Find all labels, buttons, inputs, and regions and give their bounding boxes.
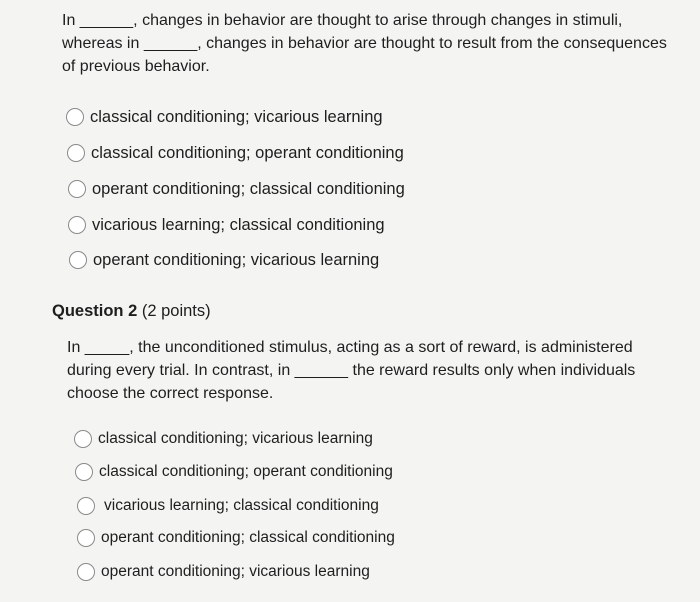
q1-option-5[interactable] bbox=[69, 248, 379, 272]
q2-option-4[interactable] bbox=[77, 526, 395, 550]
radio-button[interactable] bbox=[77, 497, 95, 515]
option-label: vicarious learning; classical conditioning bbox=[104, 497, 379, 514]
question-points: (2 points) bbox=[141, 302, 211, 320]
q2-option-1[interactable] bbox=[74, 427, 373, 451]
prompt-line: In ______, changes in behavior are thought to arise through changes in stimuli, bbox=[62, 12, 623, 29]
radio-button[interactable] bbox=[69, 251, 87, 269]
q1-option-1[interactable] bbox=[66, 105, 383, 129]
radio-button[interactable] bbox=[68, 180, 86, 198]
prompt-line: In _____, the unconditioned stimulus, acting as a sort of reward, is administered bbox=[67, 339, 633, 356]
option-label: classical conditioning; operant conditioning bbox=[91, 143, 404, 162]
q1-option-2[interactable] bbox=[67, 141, 404, 165]
radio-button[interactable] bbox=[68, 216, 86, 234]
prompt-line: during every trial. In contrast, in ______ the reward results only when individuals bbox=[67, 362, 636, 379]
option-label: classical conditioning; operant conditioning bbox=[99, 463, 393, 480]
radio-button[interactable] bbox=[66, 108, 84, 126]
radio-button[interactable] bbox=[74, 430, 92, 448]
q1-option-3[interactable] bbox=[68, 177, 405, 201]
option-label: operant conditioning; vicarious learning bbox=[93, 250, 380, 269]
q2-option-2[interactable] bbox=[75, 460, 393, 484]
radio-button[interactable] bbox=[75, 463, 93, 481]
option-label: operant conditioning; classical conditioning bbox=[92, 179, 405, 198]
option-label: vicarious learning; classical conditioning bbox=[92, 215, 385, 234]
q2-option-5[interactable] bbox=[77, 560, 370, 584]
radio-button[interactable] bbox=[77, 529, 95, 547]
prompt-line: choose the correct response. bbox=[67, 385, 274, 402]
question-1-prompt bbox=[62, 9, 692, 78]
q2-option-3[interactable] bbox=[77, 494, 379, 518]
radio-button[interactable] bbox=[67, 144, 85, 162]
option-label: operant conditioning; vicarious learning bbox=[101, 563, 370, 580]
option-label: classical conditioning; vicarious learning bbox=[90, 107, 383, 126]
q1-option-4[interactable] bbox=[68, 213, 385, 237]
prompt-line: of previous behavior. bbox=[62, 58, 210, 75]
question-2-prompt bbox=[67, 336, 667, 405]
question-2-title bbox=[52, 302, 211, 321]
question-label: Question 2 bbox=[52, 302, 138, 320]
option-label: operant conditioning; classical conditioning bbox=[101, 529, 395, 546]
prompt-line: whereas in ______, changes in behavior are thought to result from the consequences bbox=[62, 35, 667, 52]
option-label: classical conditioning; vicarious learning bbox=[98, 430, 373, 447]
radio-button[interactable] bbox=[77, 563, 95, 581]
